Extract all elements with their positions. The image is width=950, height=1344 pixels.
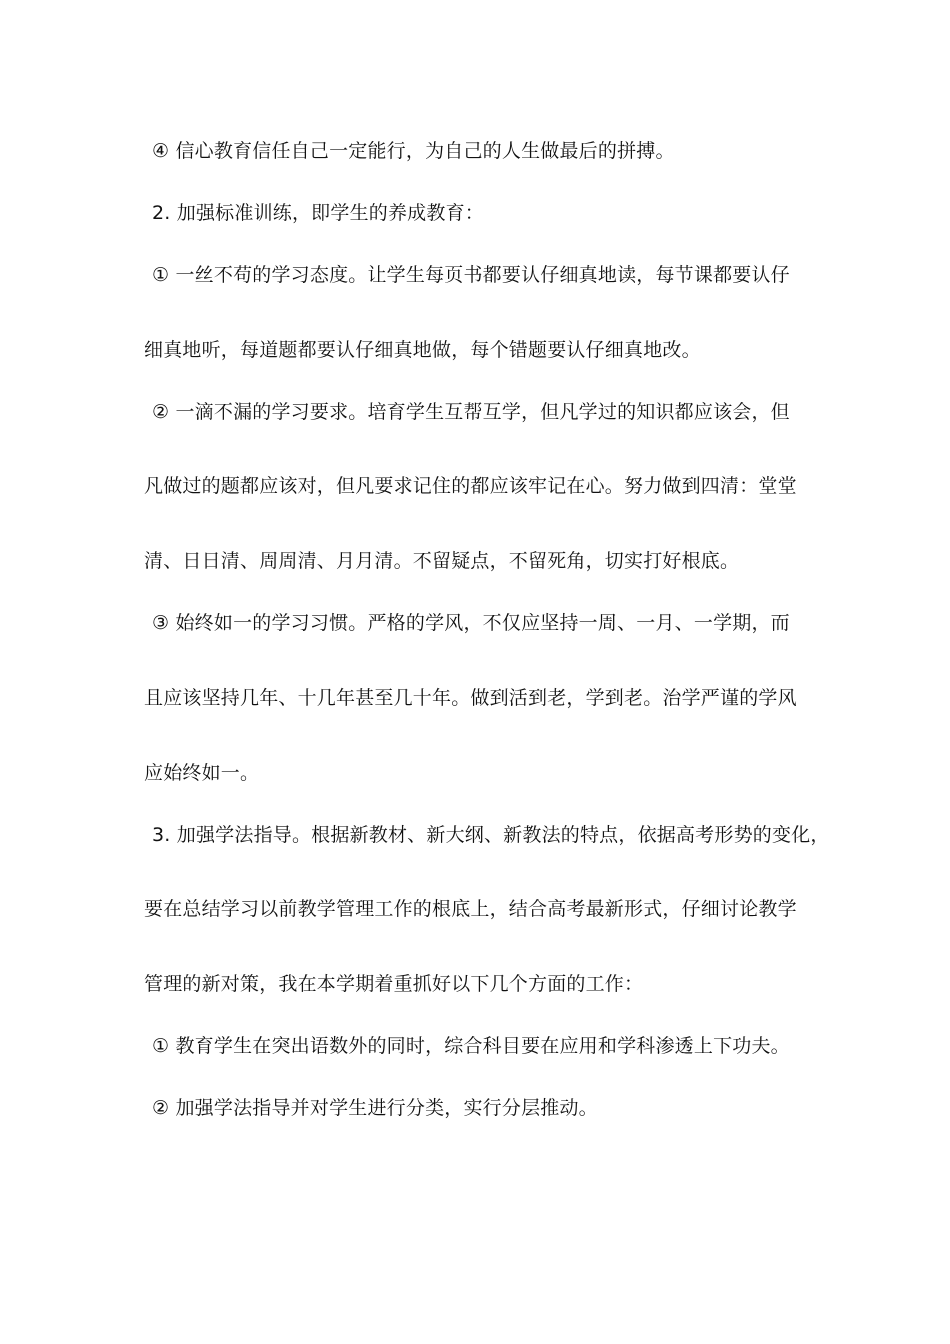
section-3-cont-2: 管理的新对策，我在本学期着重抓好以下几个方面的工作：: [144, 973, 644, 995]
item-3-study-habit-cont-1: 且应该坚持几年、十几年甚至几十年。做到活到老，学到老。治学严谨的学风: [144, 687, 797, 709]
section-3-heading: 3. 加强学法指导。根据新教材、新大纲、新教法的特点，依据高考形势的变化，: [152, 824, 830, 846]
section-3-cont-1: 要在总结学习以前教学管理工作的根底上，结合高考最新形式，仔细讨论教学: [144, 898, 797, 920]
item-1-study-attitude: ① 一丝不苟的学习态度。让学生每页书都要认仔细真地读，每节课都要认仔: [152, 264, 790, 286]
item-2-study-requirement-cont-1: 凡做过的题都应该对，但凡要求记住的都应该牢记在心。努力做到四清：堂堂: [144, 475, 797, 497]
section-2-heading: 2. 加强标准训练，即学生的养成教育：: [152, 202, 484, 224]
item-4-confidence-education: ④ 信心教育信任自己一定能行，为自己的人生做最后的拼搏。: [152, 140, 675, 162]
item-2-layered-guidance: ② 加强学法指导并对学生进行分类，实行分层推动。: [152, 1097, 598, 1119]
item-1-study-attitude-cont: 细真地听，每道题都要认仔细真地做，每个错题要认仔细真地改。: [144, 339, 701, 361]
item-3-study-habit-cont-2: 应始终如一。: [144, 762, 260, 784]
item-3-study-habit: ③ 始终如一的学习习惯。严格的学风，不仅应坚持一周、一月、一学期，而: [152, 612, 790, 634]
item-1-comprehensive-subjects: ① 教育学生在突出语数外的同时，综合科目要在应用和学科渗透上下功夫。: [152, 1035, 790, 1057]
item-2-study-requirement: ② 一滴不漏的学习要求。培育学生互帮互学，但凡学过的知识都应该会，但: [152, 401, 790, 423]
item-2-study-requirement-cont-2: 清、日日清、周周清、月月清。不留疑点，不留死角，切实打好根底。: [144, 550, 740, 572]
